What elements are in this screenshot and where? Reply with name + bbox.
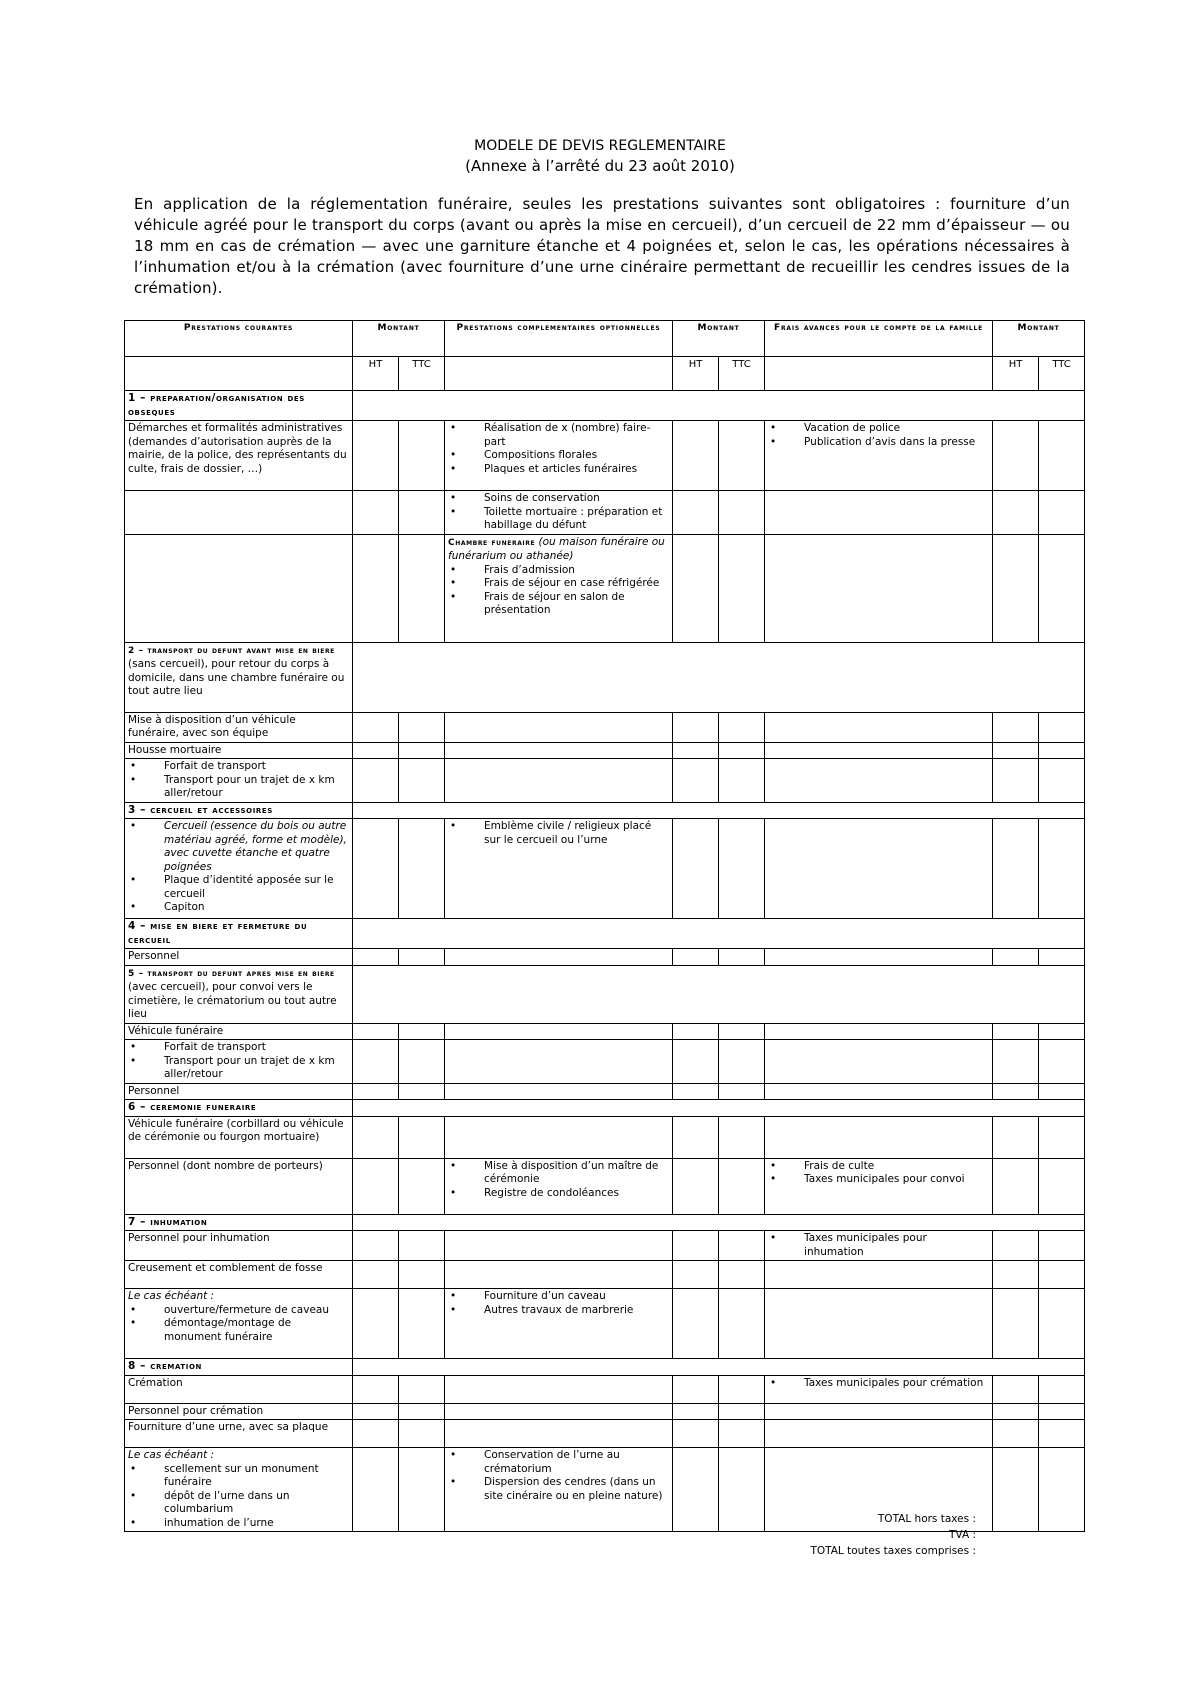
- table-row: [125, 1023, 1085, 1040]
- chambre-note: (ou maison funéraire ou funérarium ou athanée): [448, 535, 665, 562]
- list-item: • Taxes municipales pour convoi: [768, 1173, 989, 1187]
- list-item: • Forfait de transport: [128, 1041, 349, 1055]
- header-montant: Montant: [353, 321, 445, 357]
- list-item: • Réalisation de x (nombre) faire-part: [448, 422, 669, 449]
- option-cell: [445, 491, 673, 535]
- header-ttc: TTC: [1039, 357, 1085, 391]
- amount-cell: [673, 534, 719, 642]
- list-item: • Mise à disposition d’un maître de cérémonie: [448, 1160, 669, 1187]
- list-item: • Autres travaux de marbrerie: [448, 1304, 669, 1318]
- table-row: [125, 1158, 1085, 1214]
- section-row: [125, 1359, 1085, 1376]
- prestation-cell: Personnel pour inhumation: [125, 1231, 353, 1261]
- header-montant: Montant: [993, 321, 1085, 357]
- section-row: [125, 919, 1085, 949]
- section-title: 6 – ceremonie funeraire: [125, 1100, 353, 1117]
- table-row: [125, 1375, 1085, 1403]
- list-item: • Conservation de l’urne au crématorium: [448, 1449, 669, 1476]
- table-row: [125, 1289, 1085, 1359]
- list-item: • Transport pour un trajet de x km aller/retour: [128, 774, 349, 801]
- table-row: [125, 712, 1085, 742]
- section-row: [125, 965, 1085, 1023]
- header-ht: HT: [993, 357, 1039, 391]
- prestation-cell: [125, 491, 353, 535]
- prestation-cell: [125, 819, 353, 919]
- amount-cell: [399, 534, 445, 642]
- header-ht: HT: [673, 357, 719, 391]
- amount-cell: [993, 491, 1039, 535]
- list-item: • Cercueil (essence du bois ou autre matériau agréé, forme et modèle), avec cuvette étanche et quatre poignées: [128, 820, 349, 874]
- amount-cell: [993, 534, 1039, 642]
- table-row: [125, 421, 1085, 491]
- option-cell: [445, 1448, 673, 1532]
- tva-label: TVA :: [949, 1529, 976, 1541]
- amount-cell: [353, 491, 399, 535]
- list-item: • Plaques et articles funéraires: [448, 463, 669, 477]
- section-title: 1 – preparation/organisation des obseques: [125, 391, 353, 421]
- section-row: [125, 642, 1085, 712]
- prestation-cell: Véhicule funéraire (corbillard ou véhicule de cérémonie ou fourgon mortuaire): [125, 1116, 353, 1158]
- section-title: 3 – cercueil et accessoires: [125, 802, 353, 819]
- option-cell: [445, 819, 673, 919]
- amount-cell: [353, 534, 399, 642]
- table-row: [125, 1040, 1085, 1084]
- prestation-cell: Démarches et formalités administratives (demandes d’autorisation auprès de la mairie, de la police, des représentants du culte, frais de dossier, …): [125, 421, 353, 491]
- frais-cell: [765, 534, 993, 642]
- list-item: • scellement sur un monument funéraire: [128, 1463, 349, 1490]
- list-item: • Publication d’avis dans la presse: [768, 436, 989, 450]
- empty-cell: [353, 391, 1085, 421]
- section-row: [125, 1214, 1085, 1231]
- empty-cell: [765, 357, 993, 391]
- list-item: • Fourniture d’un caveau: [448, 1290, 669, 1304]
- frais-cell: [765, 491, 993, 535]
- list-item: • Frais de culte: [768, 1160, 989, 1174]
- list-item: • Transport pour un trajet de x km aller/retour: [128, 1055, 349, 1082]
- intro-paragraph: En application de la réglementation funéraire, seules les prestations suivantes sont obligatoires : fourniture d’un véhicule agréé pour le transport du corps (avant ou après la mise en cercueil), d’un cercueil de 22 mm d’épaisseur — ou 18 mm en cas de crémation — avec une garniture étanche et 4 poignées et, selon le cas, les opérations nécessaires à l’inhumation et/ou à la crémation (avec fourniture d’une urne cinéraire permettant de recueillir les cendres issues de la crémation).: [134, 195, 1070, 297]
- empty-cell: [353, 919, 1085, 949]
- section-note: (avec cercueil), pour convoi vers le cimetière, le crématorium ou tout autre lieu: [128, 981, 337, 1020]
- header-ht: HT: [353, 357, 399, 391]
- total-ht-label: TOTAL hors taxes :: [877, 1513, 976, 1525]
- section-title: 2 – transport du defunt avant mise en biere: [128, 645, 335, 656]
- option-cell: [445, 1289, 673, 1359]
- list-item: • Dispersion des cendres (dans un site cinéraire ou en pleine nature): [448, 1476, 669, 1503]
- case-label: Le cas échéant :: [128, 1449, 215, 1461]
- document-subtitle: (Annexe à l’arrêté du 23 août 2010): [465, 157, 735, 175]
- empty-cell: [125, 357, 353, 391]
- section-title: 7 – inhumation: [125, 1214, 353, 1231]
- list-item: • Soins de conservation: [448, 492, 669, 506]
- prestation-cell: Housse mortuaire: [125, 742, 353, 759]
- prestation-cell: Mise à disposition d’un véhicule funéraire, avec son équipe: [125, 712, 353, 742]
- amount-cell: [1039, 491, 1085, 535]
- amount-cell: [353, 421, 399, 491]
- empty-cell: [353, 802, 1085, 819]
- table-row: [125, 949, 1085, 966]
- list-item: • Taxes municipales pour crémation: [768, 1377, 989, 1391]
- list-item: • Plaque d’identité apposée sur le cercueil: [128, 874, 349, 901]
- amount-cell: [1039, 421, 1085, 491]
- prestation-cell: [125, 1289, 353, 1359]
- list-item: • Toilette mortuaire : préparation et habillage du défunt: [448, 506, 669, 533]
- frais-cell: [765, 421, 993, 491]
- section-note: (sans cercueil), pour retour du corps à domicile, dans une chambre funéraire ou tout autre lieu: [128, 658, 345, 697]
- empty-cell: [353, 1100, 1085, 1117]
- section-title: 4 – mise en biere et fermeture du cercueil: [125, 919, 353, 949]
- section-row: [125, 1100, 1085, 1117]
- section-title: 8 – cremation: [125, 1359, 353, 1376]
- list-item: • dépôt de l’urne dans un columbarium: [128, 1490, 349, 1517]
- amount-cell: [399, 421, 445, 491]
- prestation-cell: [125, 534, 353, 642]
- list-item: • Emblème civile / religieux placé sur le cercueil ou l’urne: [448, 820, 669, 847]
- frais-cell: [765, 1375, 993, 1403]
- table-row: [125, 1261, 1085, 1289]
- subheader-row: [125, 357, 1085, 391]
- amount-cell: [719, 421, 765, 491]
- table-row: [125, 491, 1085, 535]
- list-item: • Capiton: [128, 901, 349, 915]
- list-item: • démontage/montage de monument funéraire: [128, 1317, 349, 1344]
- section-cell: [125, 965, 353, 1023]
- list-item: • Frais de séjour en salon de présentation: [448, 591, 669, 618]
- header-optionnelles: Prestations complementaires optionnelles: [445, 321, 673, 357]
- quote-table: [124, 320, 1085, 1532]
- header-montant: Montant: [673, 321, 765, 357]
- prestation-cell: Fourniture d’une urne, avec sa plaque: [125, 1420, 353, 1448]
- case-label: Le cas échéant :: [128, 1290, 215, 1302]
- section-title: 5 – transport du defunt apres mise en biere: [128, 968, 335, 979]
- list-item: • Vacation de police: [768, 422, 989, 436]
- amount-cell: [719, 534, 765, 642]
- empty-cell: [445, 357, 673, 391]
- table-row: [125, 819, 1085, 919]
- table-row: [125, 742, 1085, 759]
- table-row: [125, 1231, 1085, 1261]
- prestation-cell: Personnel pour crémation: [125, 1403, 353, 1420]
- prestation-cell: Crémation: [125, 1375, 353, 1403]
- prestation-cell: Véhicule funéraire: [125, 1023, 353, 1040]
- amount-cell: [993, 421, 1039, 491]
- empty-cell: [353, 1359, 1085, 1376]
- list-item: • Compositions florales: [448, 449, 669, 463]
- list-item: • Forfait de transport: [128, 760, 349, 774]
- amount-cell: [399, 491, 445, 535]
- total-ttc-label: TOTAL toutes taxes comprises :: [810, 1545, 976, 1557]
- empty-cell: [353, 642, 1085, 712]
- section-cell: [125, 642, 353, 712]
- option-cell: [445, 1158, 673, 1214]
- list-item: • inhumation de l’urne: [128, 1517, 349, 1531]
- header-row: [125, 321, 1085, 357]
- option-cell: [445, 421, 673, 491]
- prestation-cell: [125, 759, 353, 803]
- prestation-cell: Personnel: [125, 1083, 353, 1100]
- table-row: [125, 1083, 1085, 1100]
- chambre-label: Chambre funeraire: [448, 537, 536, 548]
- header-ttc: TTC: [719, 357, 765, 391]
- amount-cell: [673, 491, 719, 535]
- list-item: • Frais d’admission: [448, 564, 669, 578]
- option-cell: [445, 534, 673, 642]
- table-row: [125, 1403, 1085, 1420]
- table-row: [125, 534, 1085, 642]
- prestation-cell: Creusement et comblement de fosse: [125, 1261, 353, 1289]
- prestation-cell: [125, 1040, 353, 1084]
- empty-cell: [353, 1214, 1085, 1231]
- table-row: [125, 1420, 1085, 1448]
- list-item: • Taxes municipales pour inhumation: [768, 1232, 989, 1259]
- table-row: [125, 1116, 1085, 1158]
- header-courantes: Prestations courantes: [125, 321, 353, 357]
- amount-cell: [1039, 534, 1085, 642]
- table-row: [125, 759, 1085, 803]
- frais-cell: [765, 1158, 993, 1214]
- prestation-cell: Personnel: [125, 949, 353, 966]
- list-item: • Frais de séjour en case réfrigérée: [448, 577, 669, 591]
- frais-cell: [765, 1231, 993, 1261]
- header-ttc: TTC: [399, 357, 445, 391]
- section-row: [125, 802, 1085, 819]
- empty-cell: [353, 965, 1085, 1023]
- document-title: MODELE DE DEVIS REGLEMENTAIRE: [474, 138, 726, 154]
- header-frais: Frais avances pour le compte de la famille: [765, 321, 993, 357]
- list-item: • Registre de condoléances: [448, 1187, 669, 1201]
- section-row: [125, 391, 1085, 421]
- list-item: • ouverture/fermeture de caveau: [128, 1304, 349, 1318]
- amount-cell: [719, 491, 765, 535]
- prestation-cell: [125, 1448, 353, 1532]
- prestation-cell: Personnel (dont nombre de porteurs): [125, 1158, 353, 1214]
- amount-cell: [673, 421, 719, 491]
